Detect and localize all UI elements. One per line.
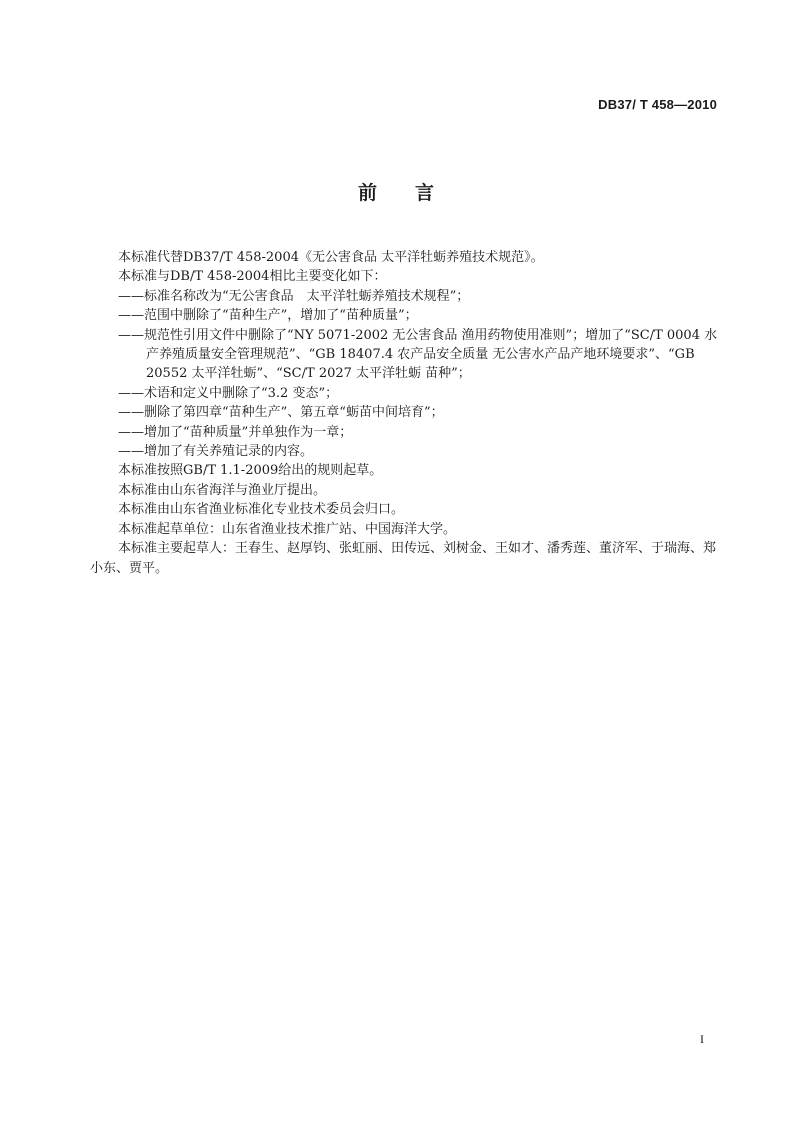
change-item: ——范围中删除了“苗种生产”，增加了“苗种质量”； [118,308,418,324]
change-item: ——标准名称改为“无公害食品 太平洋牡蛎养殖技术规程”； [118,288,470,304]
page-number: I [700,1032,704,1046]
paragraph-replaces: 本标准代替DB37/T 458-2004《无公害食品 太平洋牡蛎养殖技术规范》。 [118,250,544,265]
paragraph-drafting-units: 本标准起草单位：山东省渔业技术推广站、中国海洋大学。 [118,521,457,537]
foreword-body [90,248,720,578]
change-item: ——增加了“苗种质量”并单独作为一章； [118,424,353,440]
change-item: ——删除了第四章“苗种生产”、第五章“蛎苗中间培育”； [118,405,444,421]
paragraph-changes-intro: 本标准与DB/T 458-2004相比主要变化如下： [118,269,387,285]
change-item: ——增加了有关养殖记录的内容。 [118,444,314,460]
paragraph-centralized-by: 本标准由山东省渔业标准化专业技术委员会归口。 [118,502,405,518]
paragraph-drafters: 本标准主要起草人：王春生、赵厚钧、张虹丽、田传远、刘树金、王如才、潘秀莲、董济军、于瑞海、郑小东、贾平。 [90,541,717,576]
title-char-1: 前 [357,182,377,204]
paragraph-drafting-rules: 本标准按照GB/T 1.1-2009给出的规则起草。 [118,463,383,479]
page-title [0,178,792,205]
document-code: DB37/ T 458—2010 [598,97,717,112]
change-item: ——规范性引用文件中删除了“NY 5071-2002 无公害食品 渔用药物使用准则”；增加了“SC/T 0004 水产养殖质量安全管理规范”、“GB 18407.4 农产品安全质量 无公害水产品产地环境要求”、“GB 20552 太平洋牡蛎”、“SC/T 2027 太平洋牡蛎 苗种”； [118,327,718,382]
paragraph-proposed-by: 本标准由山东省海洋与渔业厅提出。 [118,482,327,498]
title-char-2: 言 [415,182,435,204]
change-item: ——术语和定义中删除了“3.2 变态”； [118,385,339,401]
